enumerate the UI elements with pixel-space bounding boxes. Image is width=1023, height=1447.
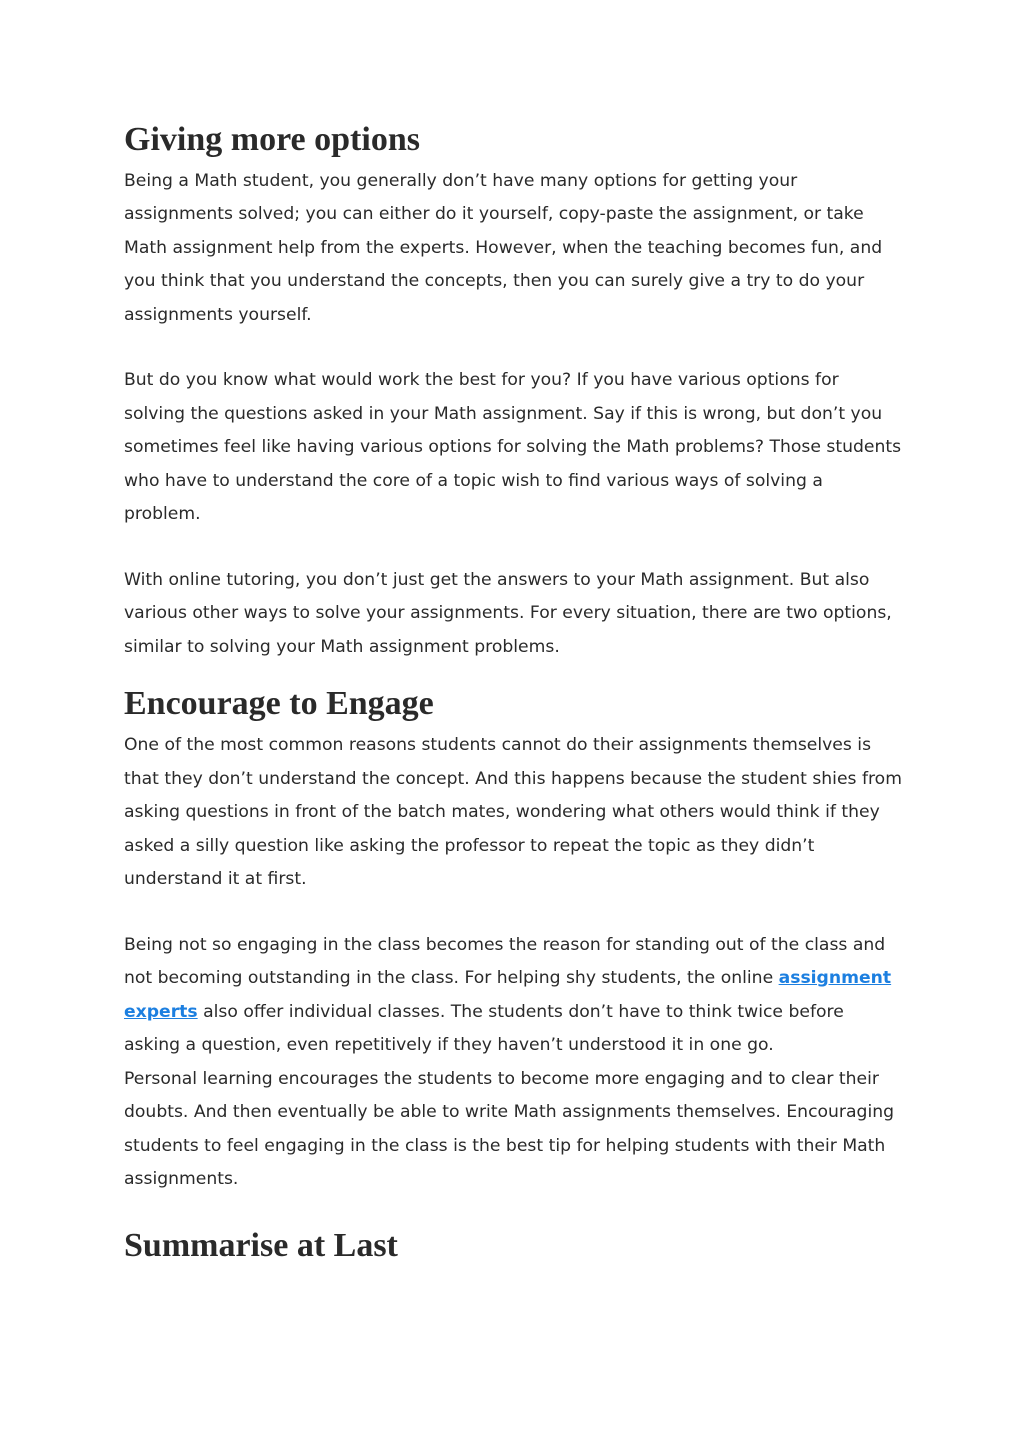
paragraph-text-after-link: also offer individual classes. The students don’t have to think twice before asking a question, even repetitively if they haven’t understood it in one go. — [124, 1001, 844, 1056]
paragraph: Personal learning encourages the students to become more engaging and to clear their doubts. And then eventually be able to write Math assignments themselves. Encouraging students to feel engaging in the class is the best tip for helping students with their Math assignments. — [124, 1068, 895, 1190]
paragraph: With online tutoring, you don’t just get the answers to your Math assignment. But also various other ways to solve your assignments. For every situation, there are two options, similar to solving your Math assignment problems. — [124, 569, 892, 657]
section-heading-summarise-at-last: Summarise at Last — [124, 1226, 398, 1264]
paragraph: One of the most common reasons students cannot do their assignments themselves is that they don’t understand the concept. And this happens because the student shies from asking questions in front of the batch mates, wondering what others would think if they asked a silly question like asking the professor to repeat the topic as they didn’t understand it at first. — [124, 735, 902, 890]
paragraph-text-before-link: Being not so engaging in the class becomes the reason for standing out of the class and not becoming outstanding in the class. For helping shy students, the online — [124, 934, 886, 989]
assignment-experts-link[interactable]: assignment experts — [124, 968, 892, 1022]
document-page — [124, 120, 904, 1266]
section-heading-giving-more-options: Giving more options — [124, 121, 420, 158]
paragraph-with-link — [124, 929, 904, 1063]
paragraph: But do you know what would work the best for you? If you have various options for solving the questions asked in your Math assignment. Say if this is wrong, but don’t you sometimes feel like having various options for solving the Math problems? Those students who have to understand the core of a topic wish to find various ways of solving a problem. — [124, 370, 902, 525]
section-heading-encourage-to-engage: Encourage to Engage — [124, 685, 434, 723]
paragraph: Being a Math student, you generally don’t have many options for getting your assignments solved; you can either do it yourself, copy-paste the assignment, or take Math assignment help from the experts. However, when the teaching becomes fun, and you think that you understand the concepts, then you can surely give a try to do your assignments yourself. — [124, 170, 883, 325]
